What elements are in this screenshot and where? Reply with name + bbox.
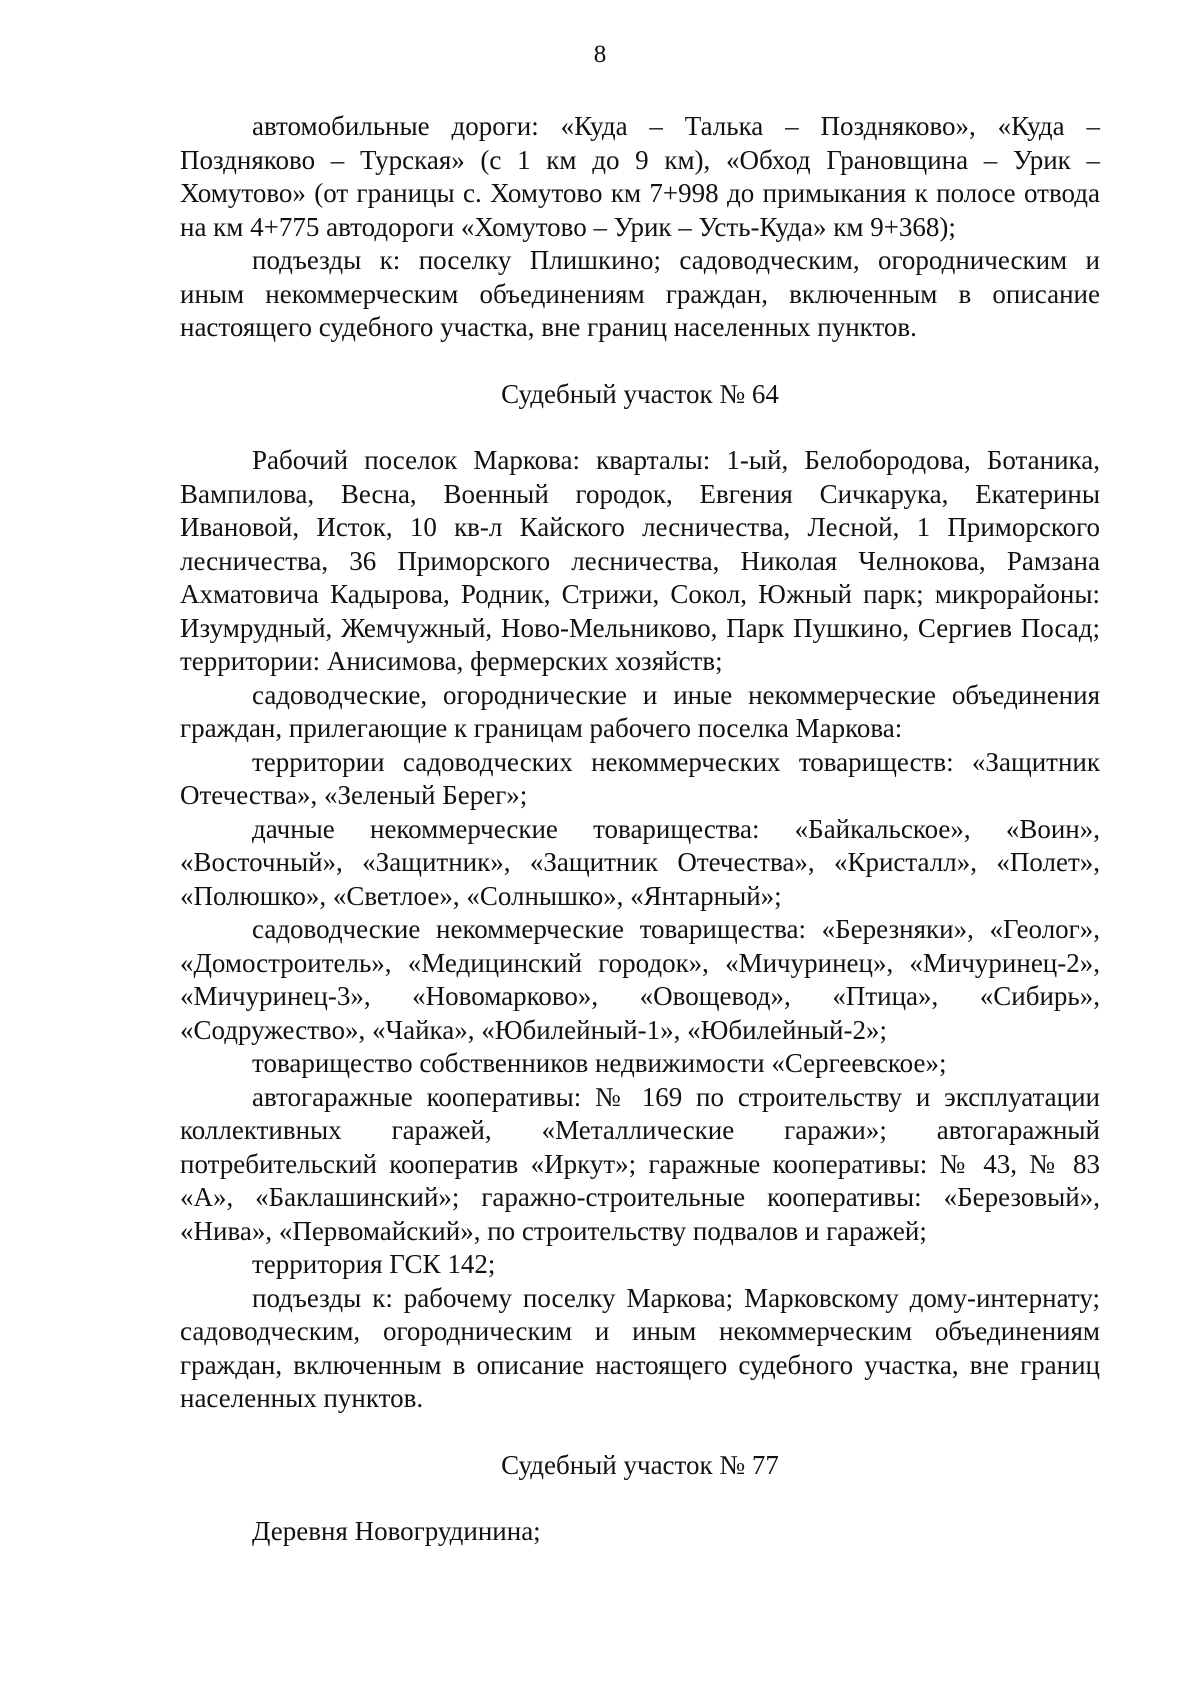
section-64-paragraph: дачные некоммерческие товарищества: «Байкальское», «Воин», «Восточный», «Защитник», «Защитник Отечества», «Кристалл», «Полет», «Полюшко», «Светлое», «Солнышко», «Янтарный»; [180,813,1100,911]
intro-paragraph-roads: автомобильные дороги: «Куда – Талька – Поздняково», «Куда – Поздняково – Турская» (с 1 км до 9 км), «Обход Грановщина – Урик – Хомутово» (от границы с. Хомутово км 7+998 до примыкания к полосе отвода на км 4+775 автодороги «Хомутово – Урик – Усть-Куда» км 9+368); [180,111,1100,242]
section-64-paragraph: товарищество собственников недвижимости «Сергеевское»; [252,1048,947,1078]
section-64-paragraph: территории садоводческих некоммерческих товариществ: «Защитник Отечества», «Зеленый Берег»; [180,746,1100,810]
section-64-paragraph: автогаражные кооперативы: № 169 по строительству и эксплуатации коллективных гаражей, «Металлические гаражи»; автогаражный потребительский кооператив «Иркут»; гаражные кооперативы: № 43, № 83 «А», «Баклашинский»; гаражно-строительные кооперативы: «Березовый», «Нива», «Первомайский», по строительству подвалов и гаражей; [180,1081,1100,1246]
section-64-heading: Судебный участок № 64 [501,378,779,409]
section-77-paragraph: Деревня Новогрудинина; [252,1516,541,1546]
section-64-paragraph: территория ГСК 142; [252,1249,496,1279]
section-64-paragraph: Рабочий поселок Маркова: кварталы: 1-ый, Белобородова, Ботаника, Вампилова, Весна, Военный городок, Евгения Сичкарука, Екатерины Ивановой, Исток, 10 кв-л Кайского лесничества, Лесной, 1 Приморского лесничества, 36 Приморского лесничества, Николая Челнокова, Рамзана Ахматовича Кадырова, Родник, Стрижи, Сокол, Южный парк; микрорайоны: Изумрудный, Жемчужный, Ново-Мельниково, Парк Пушкино, Сергиев Посад; территории: Анисимова, фермерских хозяйств; [180,445,1100,676]
section-64-paragraph: подъезды к: рабочему поселку Маркова; Марковскому дому-интернату; садоводческим, огородническим и иным некоммерческим объединениям граждан, включенным в описание настоящего судебного участка, вне границ населенных пунктов. [180,1282,1100,1413]
section-77-heading: Судебный участок № 77 [501,1449,779,1480]
document-body [180,110,1100,1549]
section-64-paragraph: садоводческие, огороднические и иные некоммерческие объединения граждан, прилегающие к границам рабочего поселка Маркова: [180,679,1100,743]
page-number: 8 [593,41,607,68]
section-64-paragraph: садоводческие некоммерческие товарищества: «Березняки», «Геолог», «Домостроитель», «Медицинский городок», «Мичуринец», «Мичуринец-2», «Мичуринец-3», «Новомарково», «Овощевод», «Птица», «Сибирь», «Содружество», «Чайка», «Юбилейный-1», «Юбилейный-2»; [180,914,1100,1045]
intro-paragraph-access: подъезды к: поселку Плишкино; садоводческим, огородническим и иным некоммерческим объединениям граждан, включенным в описание настоящего судебного участка, вне границ населенных пунктов. [180,245,1100,342]
